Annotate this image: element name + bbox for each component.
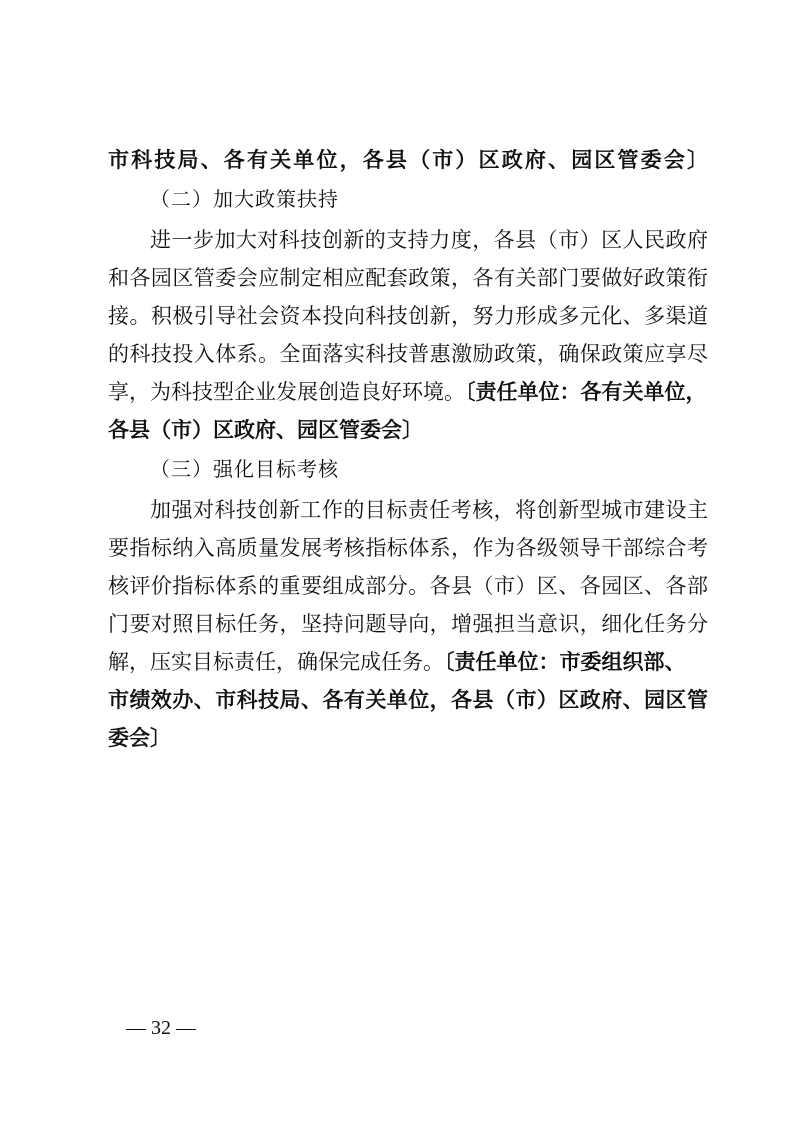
paragraph-line-mixed [108,374,708,410]
responsibility-line: 市绩效办、市科技局、各有关单位，各县（市）区政府、园区管 [108,688,708,712]
page-number: — 32 — [126,1017,196,1039]
paragraph-line: 加强对科技创新工作的目标责任考核，将创新型城市建设主 [150,498,708,522]
paragraph-line-mixed [108,644,708,680]
paragraph-line: 和各园区管委会应制定相应配套政策，各有关部门要做好政策衔 [108,266,708,290]
responsibility-line: 各县（市）区政府、园区管委会〕 [108,418,423,442]
section-heading-2: （二）加大政策扶持 [150,187,339,211]
paragraph-line: 接。积极引导社会资本投向科技创新，努力形成多元化、多渠道 [108,304,708,328]
responsibility-text: 〔责任单位：各有关单位， [465,380,707,404]
paragraph-line: 进一步加大对科技创新的支持力度，各县（市）区人民政府 [150,228,708,252]
section-heading-3: （三）强化目标考核 [150,457,339,481]
paragraph-line: 的科技投入体系。全面落实科技普惠激励政策，确保政策应享尽 [108,342,708,366]
responsibility-line-top: 市科技局、各有关单位，各县（市）区政府、园区管委会〕 [108,148,708,172]
paragraph-text: 享，为科技型企业发展创造良好环境。 [108,380,465,404]
responsibility-line: 委会〕 [108,726,171,750]
paragraph-line: 门要对照目标任务，坚持问题导向，增强担当意识，细化任务分 [108,612,708,636]
paragraph-line: 核评价指标体系的重要组成部分。各县（市）区、各园区、各部 [108,574,708,598]
paragraph-text: 解，压实目标责任，确保完成任务。 [108,650,444,674]
paragraph-line: 要指标纳入高质量发展考核指标体系，作为各级领导干部综合考 [108,536,708,560]
responsibility-text: 〔责任单位：市委组织部、 [444,650,686,674]
